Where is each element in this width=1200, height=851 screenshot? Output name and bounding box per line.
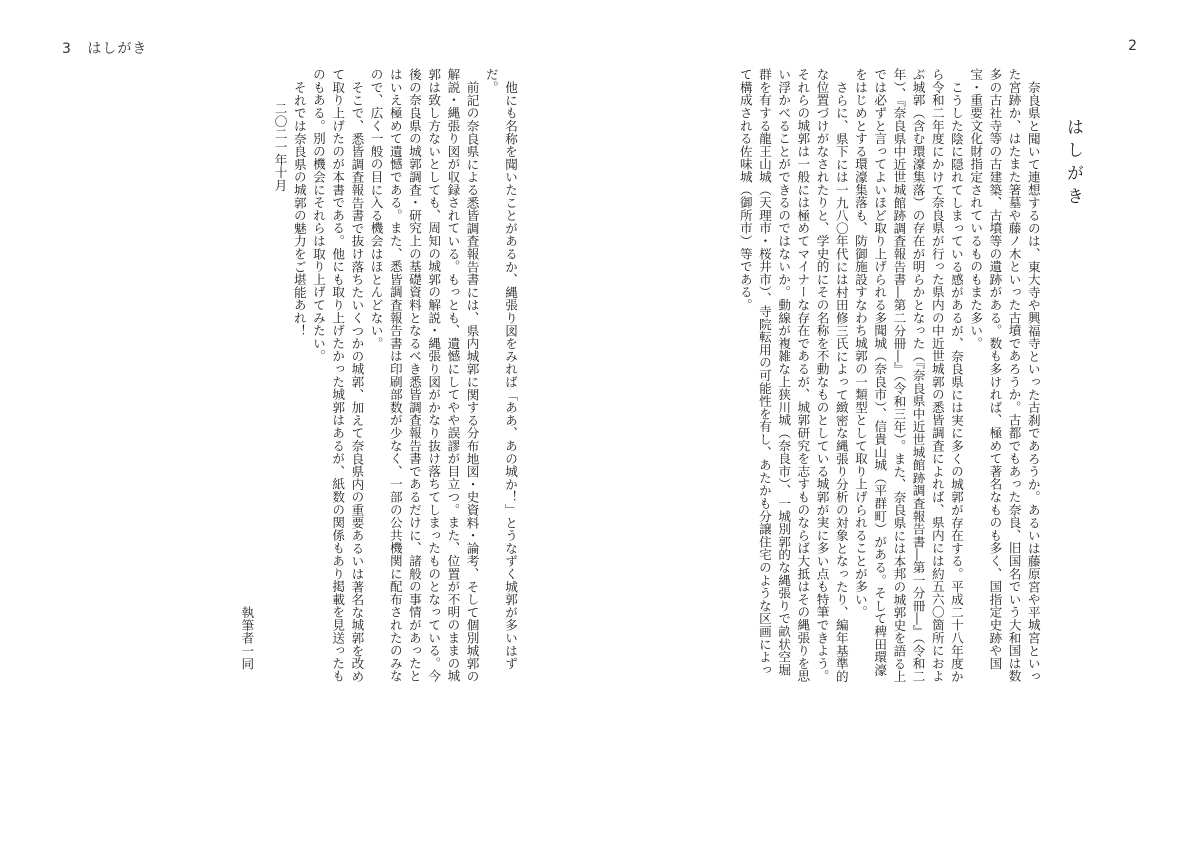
page-number-left: 3 bbox=[62, 41, 72, 57]
paragraph: そこで、悉皆調査報告書で抜け落ちたいくつかの城郭、加えて奈良県内の重要あるいは著名な城郭を改めて取り上げたのが本書である。他にも取り上げたかった城郭はあるが、紙数の関係もあり掲載を見送ったものもある。別の機会にそれらは取り上げてみたい。 bbox=[310, 68, 365, 683]
running-header-left bbox=[62, 38, 157, 58]
paragraph: こうした陰に隠れてしまっている感があるが、奈良県には実に多くの城郭が存在する。平成二十八年度から令和二年度にかけて奈良県が行った県内の中近世城郭の悉皆調査によれば、県内には約五六〇箇所におよぶ城郭（含む環濠集落）の存在が明らかとなった（『奈良県中近世城館跡調査報告書―第一分冊―』（令和二年）、『奈良県中近世城館跡調査報告書―第二分冊―』（令和三年）。また、奈良県には本邦の城郭史を語る上では必ずと言ってよいほど取り上げられる多聞城（奈良市）、信貴山城（平群町）がある。そして稗田環濠をはじめとする環濠集落も、防御施設すなわち城郭の一類型として取り上げられることが多い。 bbox=[852, 68, 964, 683]
signature: 執筆者一同 bbox=[239, 606, 255, 670]
page-number-right: 2 bbox=[1128, 38, 1138, 54]
paragraph: それでは奈良県の城郭の魅力をご堪能あれ！ bbox=[291, 80, 307, 337]
paragraph: 前記の奈良県による悉皆調査報告書には、県内城郭に関する分布地図・史資料・論考、そして個別城郭の解説・縄張り図が収録されている。もっとも、遺憾にしてやや誤謬が目立つ。また、位置が不明のままの城郭は致し方ないとしても、周知の城郭の解説・縄張り図がかなり抜け落ちてしまったものとなっている。今後の奈良県の城郭調査・研究上の基礎資料となるべき悉皆調査報告書であるだけに、諸般の事情があったとはいえ極めて遺憾である。また、悉皆調査報告書は印刷部数が少なく、一部の公共機関に配布されたのみなので、広く一般の目に入る機会はほとんどない。 bbox=[368, 68, 480, 683]
paragraph: 奈良県と聞いて連想するのは、東大寺や興福寺といった古刹であろうか。あるいは藤原宮や平城宮といった宮跡か、はたまた箸墓や藤ノ木といった古墳であろうか。古都でもあった奈良、旧国名でいう大和国は数多の古社寺等の古建築、古墳等の遺跡がある。数も多ければ、極めて著名なものも多く、国指定史跡や国宝・重要文化財指定されているものもまた多い。 bbox=[968, 68, 1041, 683]
date: 二〇二一年十月 bbox=[272, 102, 288, 192]
page-title: はしがき bbox=[1063, 118, 1083, 210]
paragraph: 他にも名称を聞いたことがあるか、縄張り図をみれば「ああ、あの城か！」とうなずく城郭が多いはずだ。 bbox=[483, 68, 518, 670]
running-title: はしがき bbox=[87, 41, 148, 57]
right-page-body bbox=[542, 68, 1082, 688]
paragraph: さらに、県下には一九八〇年代には村田修三氏によって緻密な縄張り分析の対象となったり、編年基準的な位置づけがなされたりと、学史的にその名称を不動なものとしている城郭が実に多い点も特筆できよう。それらの城郭は一般には極めてマイナーな存在であるが、城郭研究を志すものならば大抵はその縄張りを思い浮かべることができるのではないか。動線が複雑な上狭川城（奈良市）、一城別郭的な縄張りで畝状空堀群を有する龍王山城（天理市・桜井市）、寺院転用の可能性を有し、あたかも分譲住宅のような区画によって構成される佐味城（御所市）等である。 bbox=[737, 68, 849, 683]
left-page-body bbox=[50, 68, 520, 688]
